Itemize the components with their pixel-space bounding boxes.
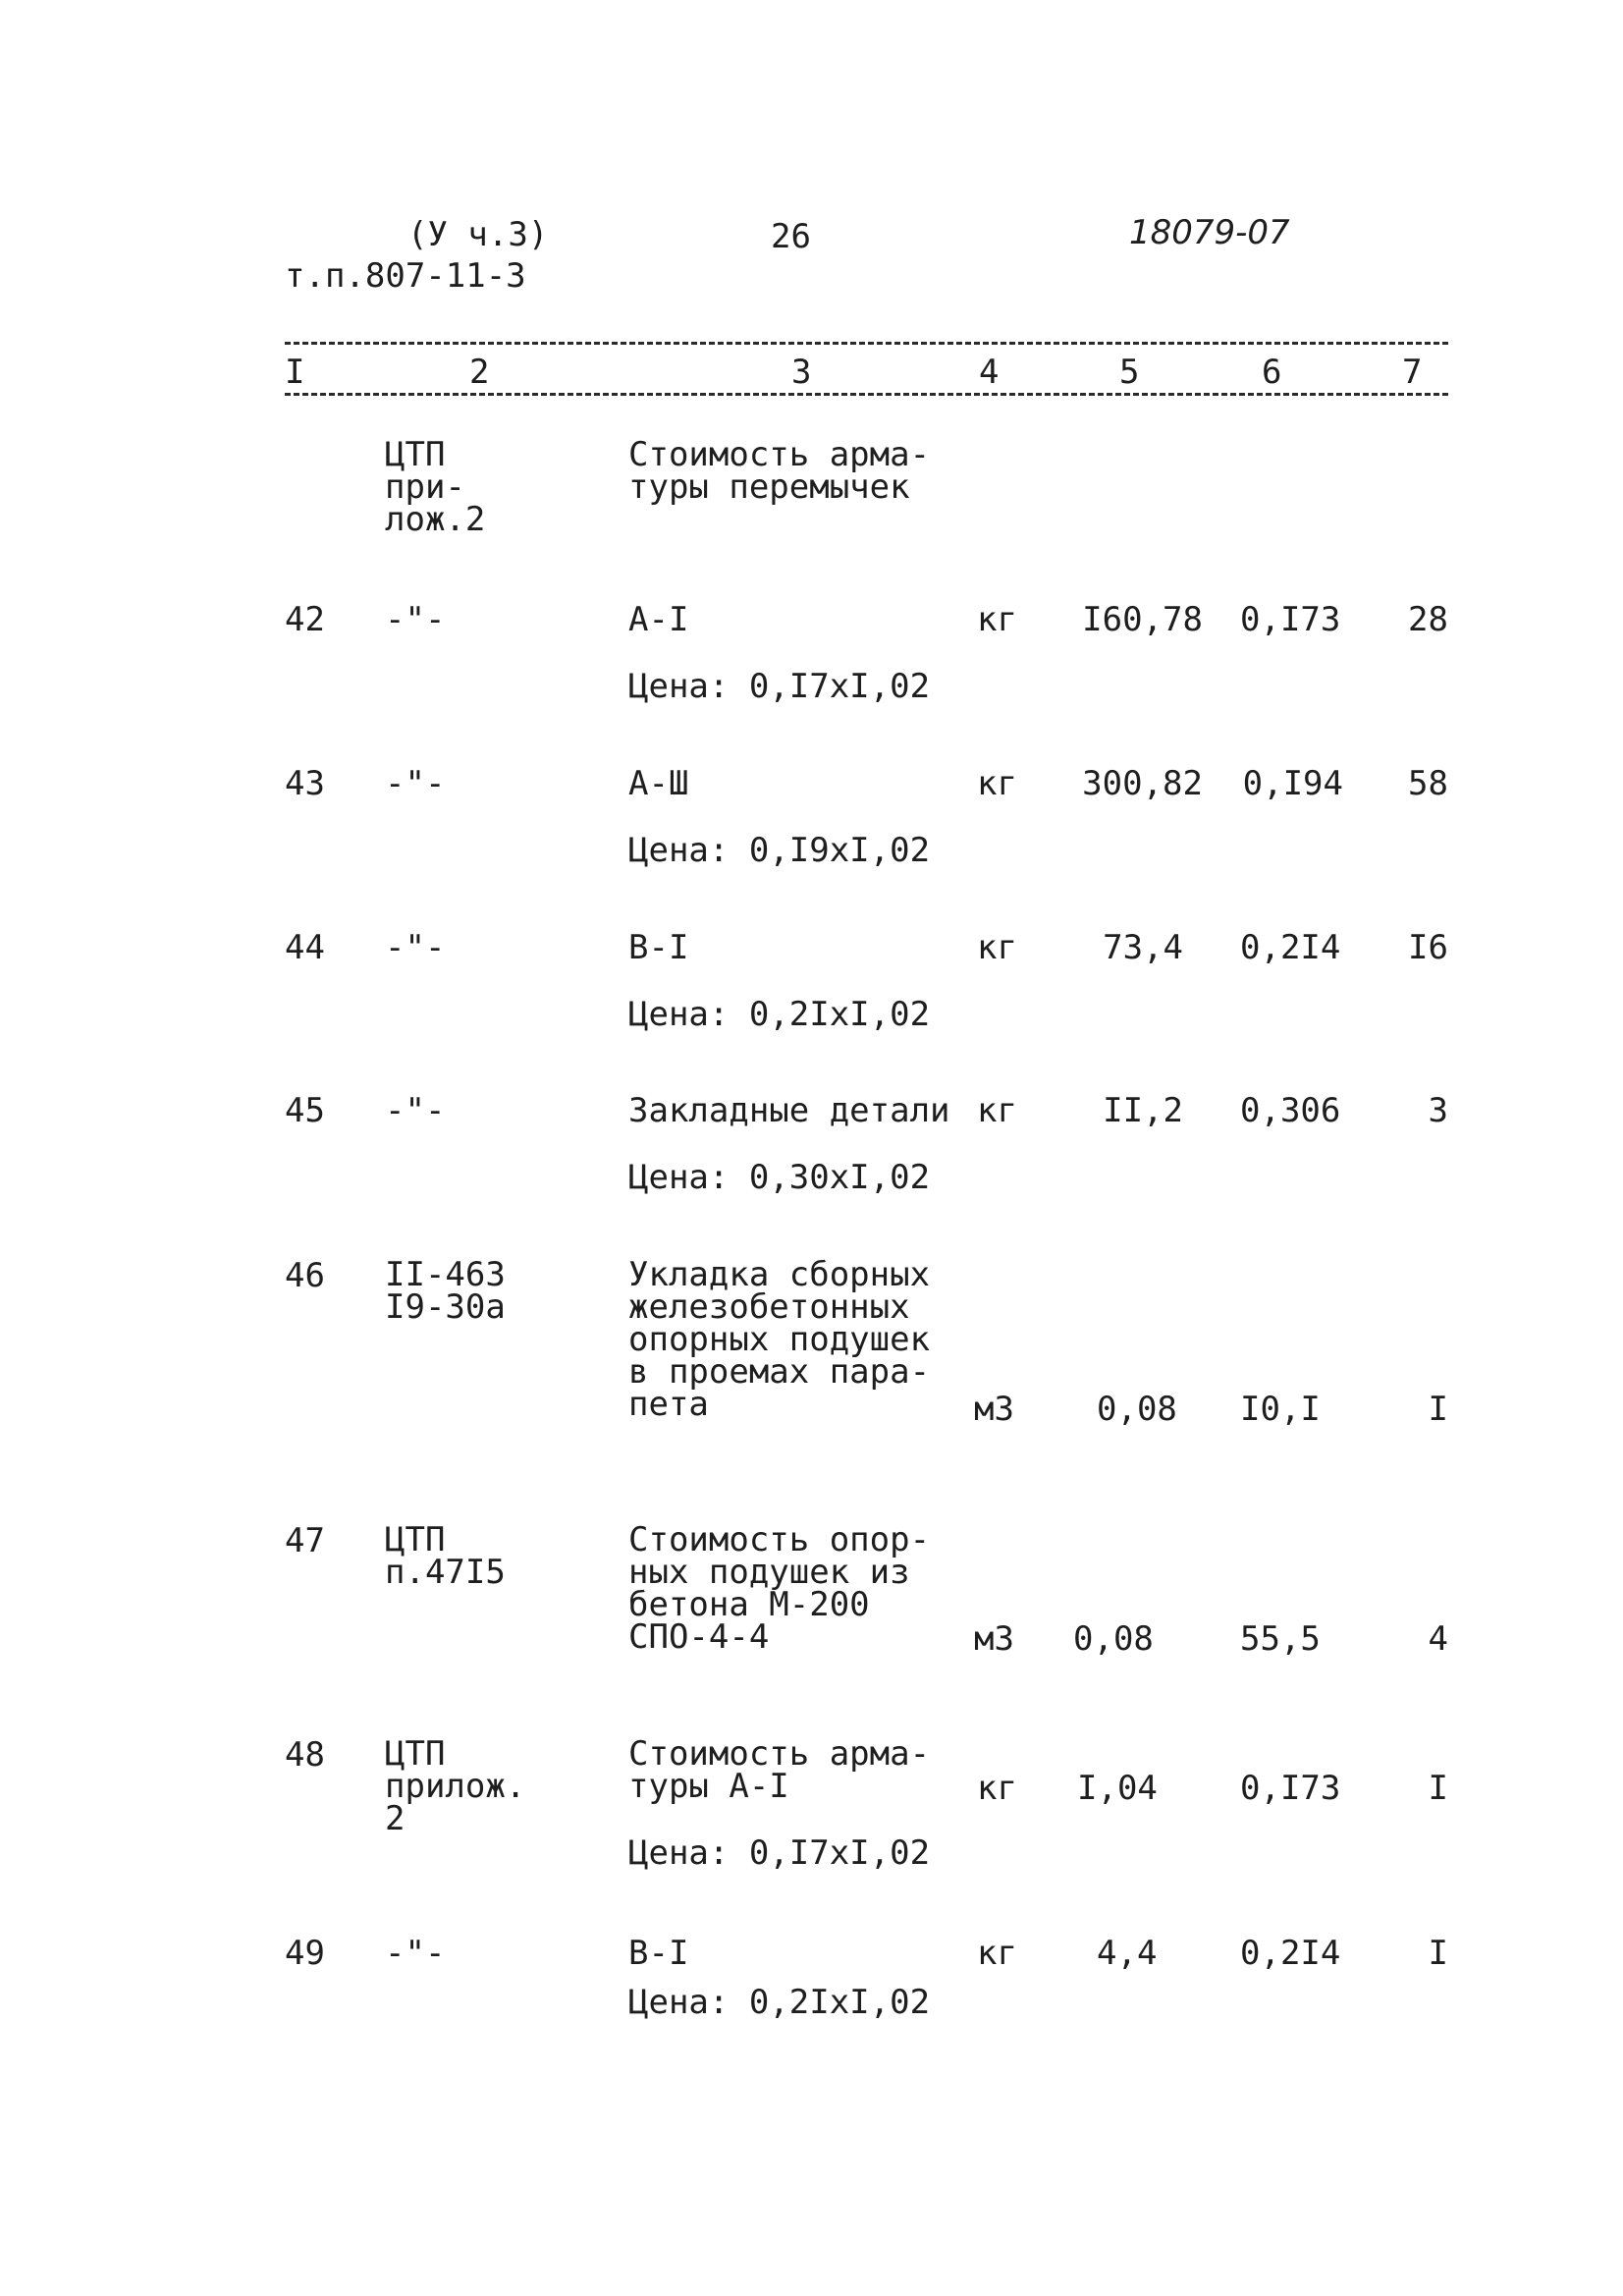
row-unit: кг [977,1091,1017,1130]
row-total: 4 [1428,1619,1448,1659]
row-number: 48 [285,1735,325,1775]
row-description: А-Ш [628,764,689,803]
row-total: I [1428,1934,1448,1973]
row-number: 49 [285,1934,325,1973]
row-quantity: 300,82 [1082,764,1203,803]
intro-basis: ЦТП при- лож.2 [385,435,486,539]
row-description: Стоимость арма- туры А-I [628,1734,931,1806]
row-basis: -"- [385,928,446,967]
row-basis: -"- [385,764,446,803]
row-basis: II-463 I9-30а [385,1255,506,1327]
row-basis: ЦТП прилож. 2 [385,1734,526,1838]
row-price: I0,I [1240,1390,1321,1429]
row-price: 0,I73 [1240,1769,1341,1808]
row-basis: -"- [385,600,446,639]
row-price-note: Цена: 0,2IхI,02 [628,995,931,1034]
row-total: 58 [1408,764,1448,803]
row-description: А-I [628,600,689,639]
row-total: I6 [1408,928,1448,967]
row-quantity: 0,08 [1073,1619,1154,1659]
column-number-1: I [285,353,305,392]
page-number: 26 [771,217,811,256]
row-price: 0,306 [1240,1091,1341,1130]
row-unit: кг [977,1934,1017,1973]
column-number-3: 3 [791,353,812,392]
row-number: 45 [285,1091,325,1130]
header-rule-bottom [285,393,1448,396]
row-number: 44 [285,928,325,967]
row-quantity: I,04 [1077,1769,1158,1808]
row-price-note: Цена: 0,I7хI,02 [628,1833,931,1873]
row-price: 0,I94 [1242,764,1343,803]
column-number-4: 4 [979,353,1000,392]
row-quantity: 0,08 [1097,1390,1177,1429]
row-unit: кг [977,1769,1017,1808]
row-price-note: Цена: 0,I7хI,02 [628,667,931,706]
row-basis: ЦТП п.47I5 [385,1520,506,1592]
intro-description: Стоимость арма- туры перемычек [628,435,931,507]
row-unit: кг [977,928,1017,967]
row-basis: -"- [385,1934,446,1973]
row-unit: м3 [974,1390,1014,1429]
row-number: 46 [285,1256,325,1295]
row-description: В-I [628,928,689,967]
row-total: 28 [1408,600,1448,639]
row-total: I [1428,1769,1448,1808]
row-price: 0,2I4 [1240,1934,1341,1973]
row-number: 43 [285,764,325,803]
header-rule-top [285,342,1448,345]
row-price-note: Цена: 0,30хI,02 [628,1158,931,1197]
row-quantity: 4,4 [1097,1934,1158,1973]
column-number-7: 7 [1402,353,1423,392]
row-description: В-I [628,1934,689,1973]
row-price: 55,5 [1240,1619,1321,1659]
row-quantity: 73,4 [1103,928,1183,967]
section-label: (У ч.3) [407,215,549,254]
row-quantity: I60,78 [1082,600,1203,639]
row-price: 0,2I4 [1240,928,1341,967]
column-number-5: 5 [1119,353,1140,392]
row-description: Стоимость опор- ных подушек из бетона М-200 СПО-4-4 [628,1520,931,1657]
row-unit: м3 [974,1619,1014,1659]
row-quantity: II,2 [1103,1091,1183,1130]
row-number: 42 [285,600,325,639]
row-unit: кг [977,764,1017,803]
column-number-6: 6 [1262,353,1282,392]
row-price-note: Цена: 0,I9хI,02 [628,831,931,870]
row-price: 0,I73 [1240,600,1341,639]
row-total: 3 [1428,1091,1448,1130]
row-unit: кг [977,600,1017,639]
row-description: Закладные детали [628,1091,950,1130]
row-total: I [1428,1390,1448,1429]
row-description: Укладка сборных железобетонных опорных подушек в проемах пара- пета [628,1255,931,1424]
row-price-note: Цена: 0,2IхI,02 [628,1983,931,2022]
column-number-2: 2 [469,353,490,392]
document-number: 18079-07 [1129,213,1290,252]
project-code: т.п.807-11-3 [285,256,526,296]
row-basis: -"- [385,1091,446,1130]
row-number: 47 [285,1521,325,1560]
